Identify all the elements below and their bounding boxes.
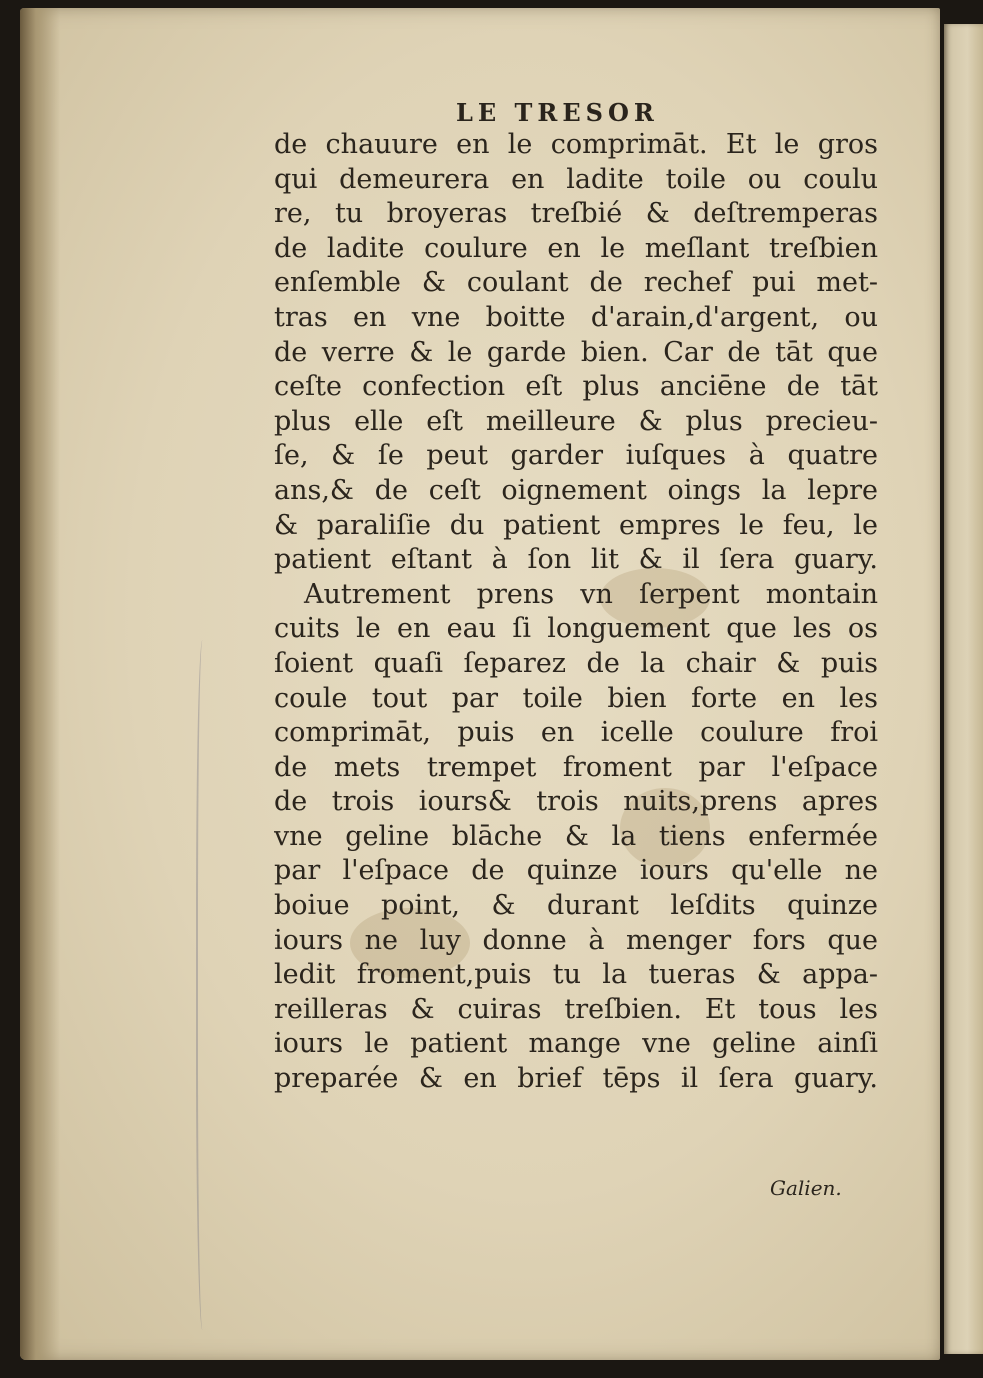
text-line: cuits le en eau ſi longuement que les os <box>274 613 878 645</box>
text-line: plus elle eſt meilleure & plus precieu- <box>274 405 878 437</box>
paragraph-start-line: Autrement prens vn ſerpent montain <box>304 578 878 610</box>
text-line: comprimāt, puis en icelle coulure froi <box>274 717 878 749</box>
pencil-margin-mark <box>196 640 212 1330</box>
text-line: tras en vne boitte d'arain,d'argent, ou <box>274 301 878 333</box>
text-line: de ladite coulure en le meſlant treſbien <box>274 232 878 264</box>
text-line: de chauure en le comprimāt. Et le gros <box>274 129 878 160</box>
text-line: & paraliſie du patient empres le feu, le <box>274 509 878 541</box>
text-line: boiue point, & durant leſdits quinze <box>274 890 878 922</box>
text-line: enſemble & coulant de rechef pui met- <box>274 267 878 299</box>
text-line: ans,& de ceſt oignement oings la lepre <box>274 474 878 506</box>
text-line: de mets trempet froment par l'eſpace <box>274 751 878 783</box>
text-line: iours ne luy donne à menger fors que <box>274 924 878 956</box>
text-line: ledit froment,puis tu la tueras & appa- <box>274 959 878 991</box>
text-line: ſoient quaſi ſeparez de la chair & puis <box>274 647 878 679</box>
text-line: reilleras & cuiras treſbien. Et tous les <box>274 993 878 1025</box>
text-line: re, tu broyeras treſbié & deſtremperas <box>274 198 878 230</box>
text-line: coule tout par toile bien forte en les <box>274 682 878 714</box>
text-line: qui demeurera en ladite toile ou coulu <box>274 163 878 195</box>
facing-page-edge <box>944 24 983 1354</box>
text-line: patient eſtant à ſon lit & il ſera guary. <box>274 544 878 576</box>
page-gutter-shadow <box>20 8 60 1360</box>
running-head: LE TRESOR <box>456 98 659 127</box>
text-line: de verre & le garde bien. Car de tāt que <box>274 336 878 368</box>
text-line: vne geline blāche & la tiens enfermée <box>274 820 878 852</box>
body-text <box>274 128 878 1097</box>
text-line: ſe, & ſe peut garder iuſques à quatre <box>274 440 878 472</box>
text-line: preparée & en brief tēps il ſera guary. <box>274 1063 878 1095</box>
text-line: de trois iours& trois nuits,prens apres <box>274 786 878 818</box>
text-line: ceſte confection eſt plus anciēne de tāt <box>274 371 878 403</box>
catchword: Galien. <box>770 1176 842 1200</box>
text-line: par l'eſpace de quinze iours qu'elle ne <box>274 855 878 887</box>
text-line: iours le patient mange vne geline ainſi <box>274 1028 878 1060</box>
